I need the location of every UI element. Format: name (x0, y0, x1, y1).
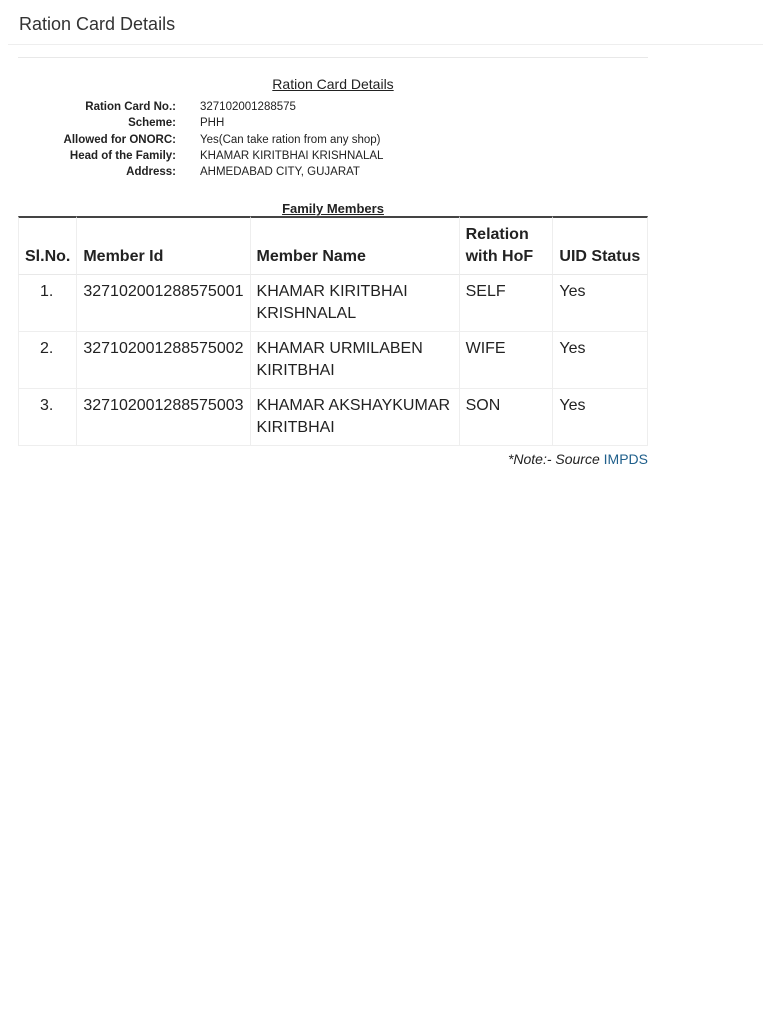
column-header-relation: Relation with HoF (460, 216, 554, 275)
source-note (508, 451, 648, 467)
cell-member-id: 327102001288575002 (77, 332, 250, 389)
cell-member-id: 327102001288575001 (77, 275, 250, 332)
detail-label: Ration Card No.: (85, 101, 176, 113)
cell-relation: SON (460, 389, 554, 446)
column-header-member-name: Member Name (251, 216, 460, 275)
family-members-table (18, 216, 648, 446)
detail-label: Head of the Family: (69, 149, 176, 162)
cell-member-name: KHAMAR KIRITBHAI KRISHNALAL (251, 275, 460, 332)
card-title (18, 76, 648, 92)
page-header (8, 0, 763, 45)
cell-slno: 1. (18, 275, 77, 332)
cell-relation: WIFE (460, 332, 554, 389)
cell-slno: 3. (18, 389, 77, 446)
family-members-caption-text: Family Members (282, 201, 384, 216)
page-title: Ration Card Details (19, 14, 176, 34)
cell-member-name: KHAMAR AKSHAYKUMAR KIRITBHAI (251, 389, 460, 446)
column-header-member-id: Member Id (77, 216, 250, 275)
cell-relation: SELF (460, 275, 554, 332)
detail-value: PHH (200, 117, 225, 130)
cell-uid-status: Yes (553, 332, 648, 389)
detail-label: Address: (126, 166, 176, 178)
column-header-uid-status: UID Status (553, 216, 648, 275)
table-row (18, 275, 648, 332)
detail-label: Scheme: (128, 117, 176, 130)
card-title-text: Ration Card Details (272, 76, 394, 92)
detail-value: KHAMAR KIRITBHAI KRISHNALAL (200, 149, 384, 162)
cell-slno: 2. (18, 332, 77, 389)
column-header-slno: Sl.No. (18, 216, 77, 275)
impds-link[interactable]: IMPDS (603, 451, 648, 467)
detail-value: AHMEDABAD CITY, GUJARAT (200, 166, 360, 178)
table-row (18, 332, 648, 389)
cell-uid-status: Yes (553, 275, 648, 332)
table-header-row (18, 216, 648, 275)
ration-card-panel (18, 57, 648, 467)
detail-row-onorc (18, 134, 648, 150)
detail-value: Yes(Can take ration from any shop) (200, 133, 381, 146)
cell-member-name: KHAMAR URMILABEN KIRITBHAI (251, 332, 460, 389)
table-row (18, 389, 648, 446)
detail-value: 327102001288575 (200, 101, 296, 113)
card-details (18, 101, 648, 182)
source-note-prefix: *Note:- Source (507, 451, 604, 467)
detail-row-scheme (18, 117, 648, 133)
detail-label: Allowed for ONORC: (63, 133, 176, 146)
cell-member-id: 327102001288575003 (77, 389, 250, 446)
family-members-caption (18, 201, 648, 216)
detail-row-address (18, 166, 648, 182)
detail-row-card-no (18, 101, 648, 117)
detail-row-head (18, 150, 648, 166)
cell-uid-status: Yes (553, 389, 648, 446)
